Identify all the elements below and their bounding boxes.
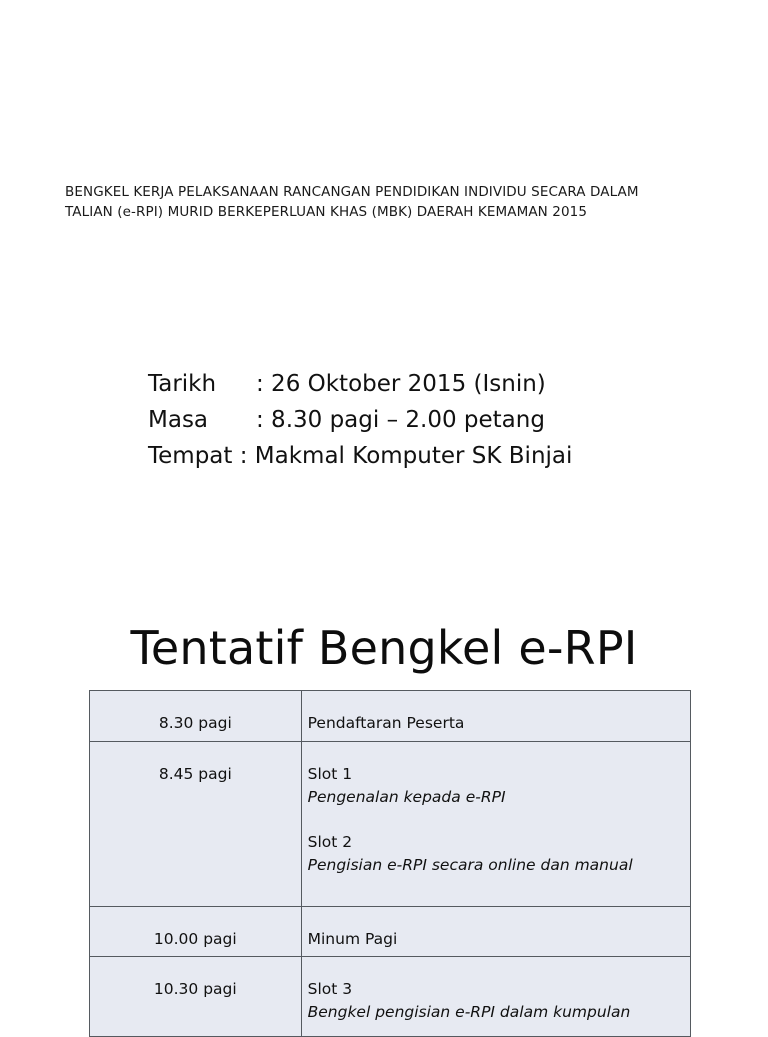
document-heading-line-1: BENGKEL KERJA PELAKSANAAN RANCANGAN PENDIDIKAN INDIVIDU SECARA DALAM	[65, 184, 639, 200]
time-text: 10.00 pagi	[153, 930, 237, 948]
venue-value: : Makmal Komputer SK Binjai	[239, 443, 573, 469]
activity-slots	[302, 742, 690, 877]
activity-cell	[301, 691, 690, 742]
date-row	[148, 366, 572, 402]
slot-description: Bengkel pengisian e-RPI dalam kumpulan	[307, 1003, 631, 1021]
venue-label: Tempat	[148, 443, 233, 469]
time-label: Masa	[148, 407, 209, 433]
activity-text: Pendaftaran Peserta	[307, 714, 465, 732]
time-cell	[90, 957, 302, 1037]
document-heading-line-2: TALIAN (e-RPI) MURID BERKEPERLUAN KHAS (MBK) DAERAH KEMAMAN 2015	[65, 204, 588, 220]
date-value: : 26 Oktober 2015 (Isnin)	[256, 371, 546, 397]
time-text: 10.30 pagi	[153, 980, 237, 998]
schedule-table	[89, 690, 691, 1037]
activity-slots	[302, 957, 690, 1024]
table-row	[90, 957, 691, 1037]
activity-cell	[301, 907, 690, 957]
event-details	[148, 366, 572, 474]
time-row	[148, 402, 572, 438]
time-cell	[90, 691, 302, 742]
time-text: 8.45 pagi	[158, 765, 232, 783]
table-row	[90, 742, 691, 907]
slot-title: Slot 3	[307, 980, 353, 998]
time-text: 8.30 pagi	[158, 714, 232, 732]
slot-title: Slot 2	[307, 833, 353, 851]
activity-text: Minum Pagi	[307, 930, 398, 948]
schedule-title: Tentatif Bengkel e-RPI	[130, 621, 638, 675]
document-heading	[65, 182, 725, 222]
activity-cell	[301, 957, 690, 1037]
table-row	[90, 691, 691, 742]
time-cell	[90, 742, 302, 907]
table-row	[90, 907, 691, 957]
time-value: : 8.30 pagi – 2.00 petang	[256, 407, 545, 433]
time-cell	[90, 907, 302, 957]
slot-title: Slot 1	[307, 765, 353, 783]
date-label: Tarikh	[148, 371, 217, 397]
slot-description: Pengisian e-RPI secara online dan manual	[307, 856, 633, 874]
activity-cell	[301, 742, 690, 907]
venue-row	[148, 438, 572, 474]
slot-spacer	[308, 809, 684, 831]
slot-description: Pengenalan kepada e-RPI	[307, 788, 506, 806]
